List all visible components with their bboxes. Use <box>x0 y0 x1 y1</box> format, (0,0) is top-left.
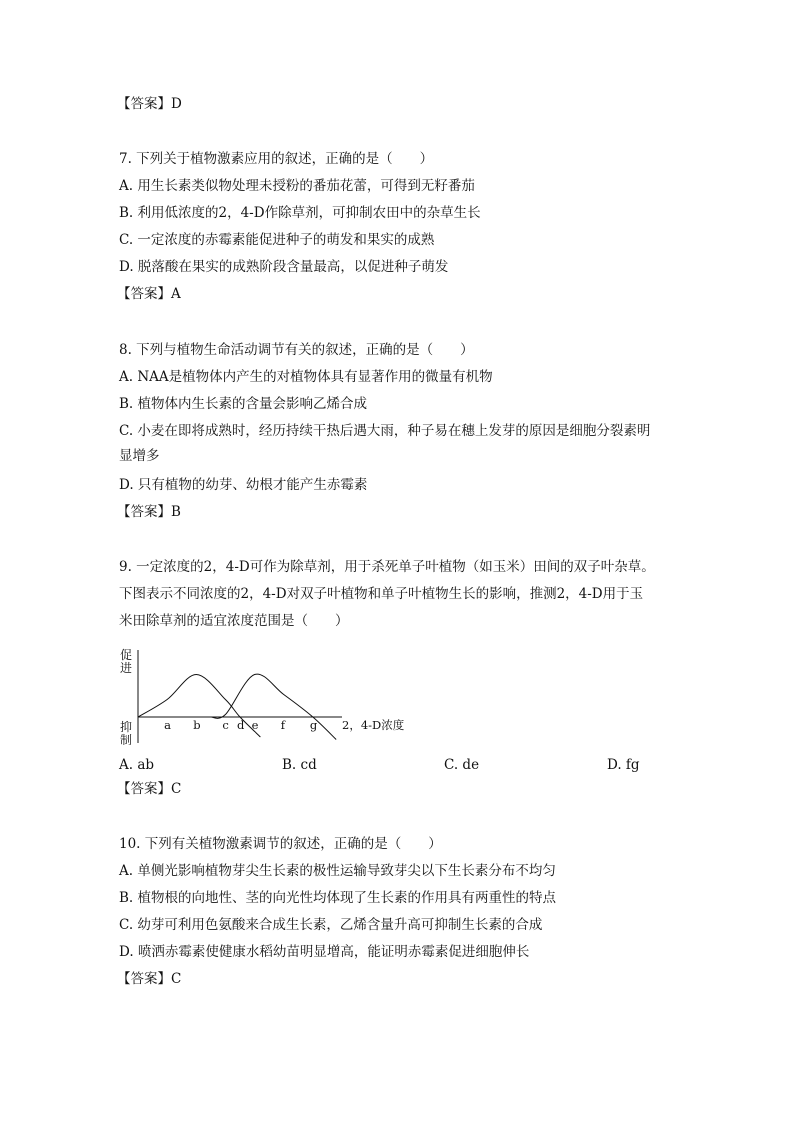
q9-option-c: C. de <box>444 757 480 773</box>
q7-stem: 7. 下列关于植物激素应用的叙述，正确的是（ ） <box>119 151 434 167</box>
x-tick-a: a <box>164 718 172 732</box>
y-label-inhibit-1: 抑 <box>120 720 133 734</box>
x-axis-label: 2，4-D浓度 <box>342 718 405 732</box>
q8-option-d: D. 只有植物的幼芽、幼根才能产生赤霉素 <box>119 477 368 493</box>
answer-q10: 【答案】C <box>117 971 182 987</box>
q10-option-d: D. 喷洒赤霉素使健康水稻幼苗明显增高，能证明赤霉素促进细胞伸长 <box>119 944 530 960</box>
y-label-promote-2: 进 <box>120 661 133 675</box>
answer-q9: 【答案】C <box>117 781 182 797</box>
q9-option-d: D. fg <box>607 757 640 773</box>
q9-stem-line-2: 下图表示不同浓度的2，4-D对双子叶植物和单子叶植物生长的影响，推测2，4-D用于玉 <box>119 586 644 602</box>
q9-option-b: B. cd <box>282 757 317 773</box>
x-tick-g: g <box>309 718 318 732</box>
q8-option-a: A. NAA是植物体内产生的对植物体具有显著作用的微量有机物 <box>119 369 493 385</box>
q8-option-c-cont: 显增多 <box>119 448 160 464</box>
curve-2 <box>211 674 336 739</box>
q9-stem-line-1: 9. 一定浓度的2，4-D可作为除草剂，用于杀死单子叶植物（如玉米）田间的双子叶杂草。 <box>119 559 655 575</box>
answer-q7: 【答案】A <box>117 286 181 302</box>
q10-stem: 10. 下列有关植物激素调节的叙述，正确的是（ ） <box>119 836 442 852</box>
q8-option-b: B. 植物体内生长素的含量会影响乙烯合成 <box>119 396 368 412</box>
x-tick-d: d <box>237 718 245 732</box>
q9-option-a: A. ab <box>119 757 155 773</box>
q8-option-c: C. 小麦在即将成熟时，经历持续干热后遇大雨，种子易在穗上发芽的原因是细胞分裂素明 <box>119 423 651 439</box>
q10-option-b: B. 植物根的向地性、茎的向光性均体现了生长素的作用具有两重性的特点 <box>119 890 557 906</box>
q9-stem-line-3: 米田除草剂的适宜浓度范围是（ ） <box>119 613 349 629</box>
y-label-inhibit-2: 制 <box>120 733 133 745</box>
q7-option-c: C. 一定浓度的赤霉素能促进种子的萌发和果实的成熟 <box>119 232 435 248</box>
y-label-promote-1: 促 <box>120 648 133 662</box>
q9-chart <box>118 645 408 745</box>
q10-option-a: A. 单侧光影响植物芽尖生长素的极性运输导致芽尖以下生长素分布不均匀 <box>119 863 556 879</box>
x-tick-e: e <box>251 718 259 732</box>
q8-stem: 8. 下列与植物生命活动调节有关的叙述，正确的是（ ） <box>119 342 474 358</box>
answer-q8: 【答案】B <box>117 504 181 520</box>
q7-option-b: B. 利用低浓度的2，4-D作除草剂，可抑制农田中的杂草生长 <box>119 205 481 221</box>
q10-option-c: C. 幼芽可利用色氨酸来合成生长素，乙烯含量升高可抑制生长素的合成 <box>119 917 543 933</box>
q7-option-a: A. 用生长素类似物处理未授粉的番茄花蕾，可得到无籽番茄 <box>119 178 475 194</box>
q7-option-d: D. 脱落酸在果实的成熟阶段含量最高，以促进种子萌发 <box>119 259 449 275</box>
answer-q6: 【答案】D <box>117 96 182 112</box>
x-tick-b: b <box>193 718 201 732</box>
x-tick-f: f <box>280 718 285 732</box>
x-tick-c: c <box>222 718 229 732</box>
